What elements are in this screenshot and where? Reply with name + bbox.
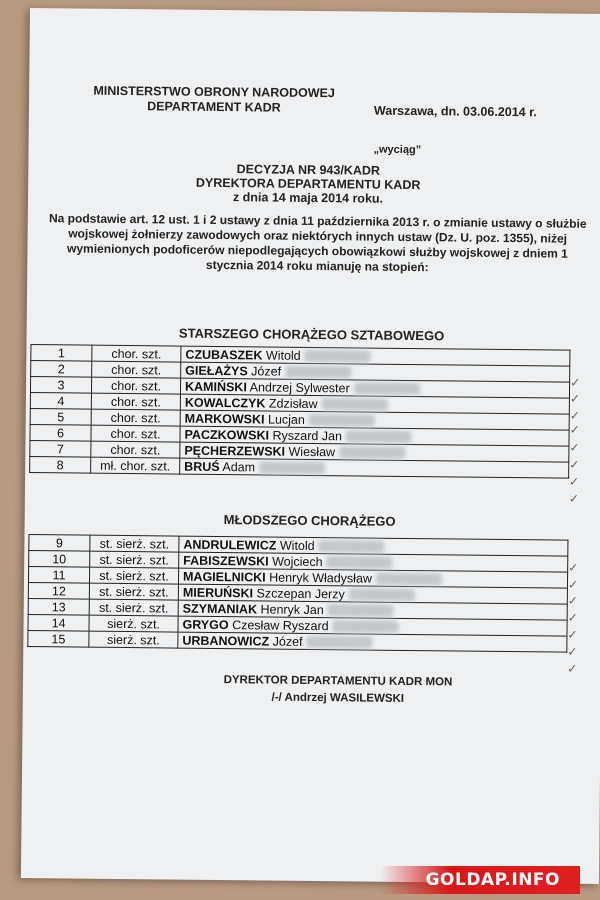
check-mark: ✓: [569, 422, 580, 437]
row-number: 2: [31, 361, 92, 378]
place-date: Warszawa, dn. 03.06.2014 r.: [373, 103, 537, 120]
row-number: 6: [30, 425, 91, 442]
row-rank: chor. szt.: [91, 377, 180, 394]
row-surname: SZYMANIAK: [182, 601, 258, 616]
row-surname: MARKOWSKI: [184, 411, 265, 426]
row-number: 5: [30, 409, 91, 426]
check-mark: ✓: [568, 474, 580, 489]
redacted-field: [328, 604, 394, 617]
redacted-field: [321, 398, 387, 411]
row-given-names: Wojciech: [272, 554, 323, 569]
watermark-text: GOLDAP.INFO: [425, 870, 560, 890]
row-surname: BRUŚ: [184, 459, 220, 474]
row-number: 15: [28, 631, 89, 648]
check-mark: ✓: [569, 391, 581, 406]
row-number: 1: [31, 345, 92, 362]
row-given-names: Lucjan: [267, 412, 305, 427]
redacted-field: [376, 573, 442, 586]
row-given-names: Andrzej Sylwester: [249, 379, 350, 395]
signature-name: /-/ Andrzej WASILEWSKI: [271, 691, 405, 705]
row-given-names: Henryk Władysław: [269, 570, 373, 586]
row-name: [180, 458, 569, 478]
decision-issuer: DYREKTORA DEPARTAMENTU KADR: [195, 175, 421, 193]
row-rank: sierż. szt.: [89, 615, 178, 632]
redacted-field: [327, 556, 393, 569]
redacted-field: [305, 350, 371, 363]
row-surname: FABISZEWSKI: [183, 553, 269, 569]
roster-table-junior: [27, 534, 568, 653]
redacted-field: [319, 540, 385, 553]
row-given-names: Wiesław: [288, 444, 336, 459]
check-mark: ✓: [569, 440, 580, 455]
check-mark: ✓: [567, 644, 578, 659]
redacted-field: [349, 589, 415, 602]
row-surname: PĘCHERZEWSKI: [184, 443, 286, 459]
row-rank: st. sierż. szt.: [90, 535, 179, 552]
row-surname: GRYGO: [182, 617, 229, 632]
row-given-names: Józef: [251, 363, 282, 379]
row-given-names: Józef: [272, 634, 303, 649]
row-given-names: Ryszard Jan: [272, 428, 343, 443]
row-number: 12: [28, 583, 89, 600]
decision-number: DECYZJA NR 943/KADR: [236, 162, 381, 178]
row-given-names: Witold: [279, 538, 315, 553]
row-rank: st. sierż. szt.: [89, 583, 178, 600]
check-mark: ✓: [567, 627, 578, 642]
check-mark: ✓: [568, 491, 580, 506]
decision-heading: [168, 161, 448, 206]
redacted-field: [309, 414, 375, 427]
row-rank: chor. szt.: [92, 361, 181, 378]
row-number: 13: [28, 599, 89, 616]
row-surname: PACZKOWSKI: [184, 427, 270, 443]
row-number: 11: [28, 567, 89, 584]
row-surname: GIEŁAŻYS: [185, 363, 248, 378]
decision-body: Na podstawie art. 12 ust. 1 i 2 ustawy z dnia 11 października 2013 r. o zmianie ustawy o służbie wojskowej żołnierzy zawodowych oraz niektórych innych ustaw (Dz. U. poz. 1355), niżej wymienionych podoficerów niepodlegających obowiązkowi służby wojskowej z dniem 1 stycznia 2014 roku mianuję na stopień:: [48, 211, 587, 275]
redacted-field: [306, 636, 372, 649]
watermark-banner: [380, 866, 580, 894]
extract-label: „wyciąg”: [373, 143, 422, 157]
signature-title: DYREKTOR DEPARTAMENTU KADR MON: [223, 674, 453, 689]
check-mark: ✓: [567, 593, 578, 608]
redacted-field: [339, 446, 405, 459]
row-number: 8: [30, 457, 91, 474]
redacted-field: [259, 462, 325, 475]
check-mark: ✓: [567, 661, 578, 676]
row-surname: CZUBASZEK: [185, 347, 263, 362]
row-rank: st. sierż. szt.: [89, 567, 178, 584]
row-number: 4: [30, 393, 91, 410]
row-rank: chor. szt.: [92, 345, 181, 362]
row-rank: st. sierż. szt.: [90, 551, 179, 568]
check-mark: ✓: [570, 375, 581, 390]
section-title-junior: MŁODSZEGO CHORĄŻEGO: [223, 512, 396, 529]
row-rank: chor. szt.: [91, 441, 180, 458]
row-given-names: Zdzisław: [268, 396, 318, 411]
row-rank: sierż. szt.: [89, 631, 178, 648]
row-name: [178, 632, 567, 652]
check-mark: ✓: [567, 577, 579, 592]
document-page: [21, 8, 600, 884]
row-surname: KAMIŃSKI: [184, 379, 247, 394]
row-number: 7: [30, 441, 91, 458]
redacted-field: [346, 431, 412, 444]
row-number: 14: [28, 615, 89, 632]
row-number: 9: [29, 535, 90, 552]
decision-date: z dnia 14 maja 2014 roku.: [232, 190, 384, 206]
row-number: 10: [29, 551, 90, 568]
department-name: DEPARTAMENT KADR: [147, 99, 281, 115]
row-given-names: Adam: [222, 459, 256, 474]
row-surname: MAGIELNICKI: [182, 569, 266, 584]
ministry-name: MINISTERSTWO OBRONY NARODOWEJ: [93, 83, 335, 101]
row-surname: ANDRULEWICZ: [183, 537, 277, 553]
row-number: 3: [30, 377, 91, 394]
roster-table-senior: [29, 344, 570, 479]
row-given-names: Henryk Jan: [260, 601, 324, 617]
check-mark: ✓: [569, 457, 580, 472]
row-surname: MIERUŃSKI: [182, 585, 254, 600]
row-given-names: Witold: [265, 347, 301, 363]
check-mark: ✓: [568, 560, 579, 575]
row-given-names: Czesław Ryszard: [232, 617, 329, 633]
redacted-field: [333, 620, 399, 633]
check-mark: ✓: [567, 610, 578, 625]
redacted-field: [285, 366, 351, 379]
row-surname: KOWALCZYK: [184, 395, 266, 410]
row-given-names: Szczepan Jerzy: [256, 585, 345, 601]
row-rank: mł. chor. szt.: [91, 457, 180, 474]
signature-block: [203, 672, 473, 709]
section-title-senior: STARSZEGO CHORĄŻEGO SZTABOWEGO: [178, 325, 445, 344]
row-surname: URBANOWICZ: [182, 633, 270, 649]
row-rank: chor. szt.: [91, 425, 180, 442]
issuer-header: [69, 83, 359, 116]
check-mark: ✓: [569, 408, 580, 423]
redacted-field: [354, 383, 420, 396]
row-rank: chor. szt.: [91, 409, 180, 426]
row-rank: chor. szt.: [91, 393, 180, 410]
row-rank: st. sierż. szt.: [89, 599, 178, 616]
